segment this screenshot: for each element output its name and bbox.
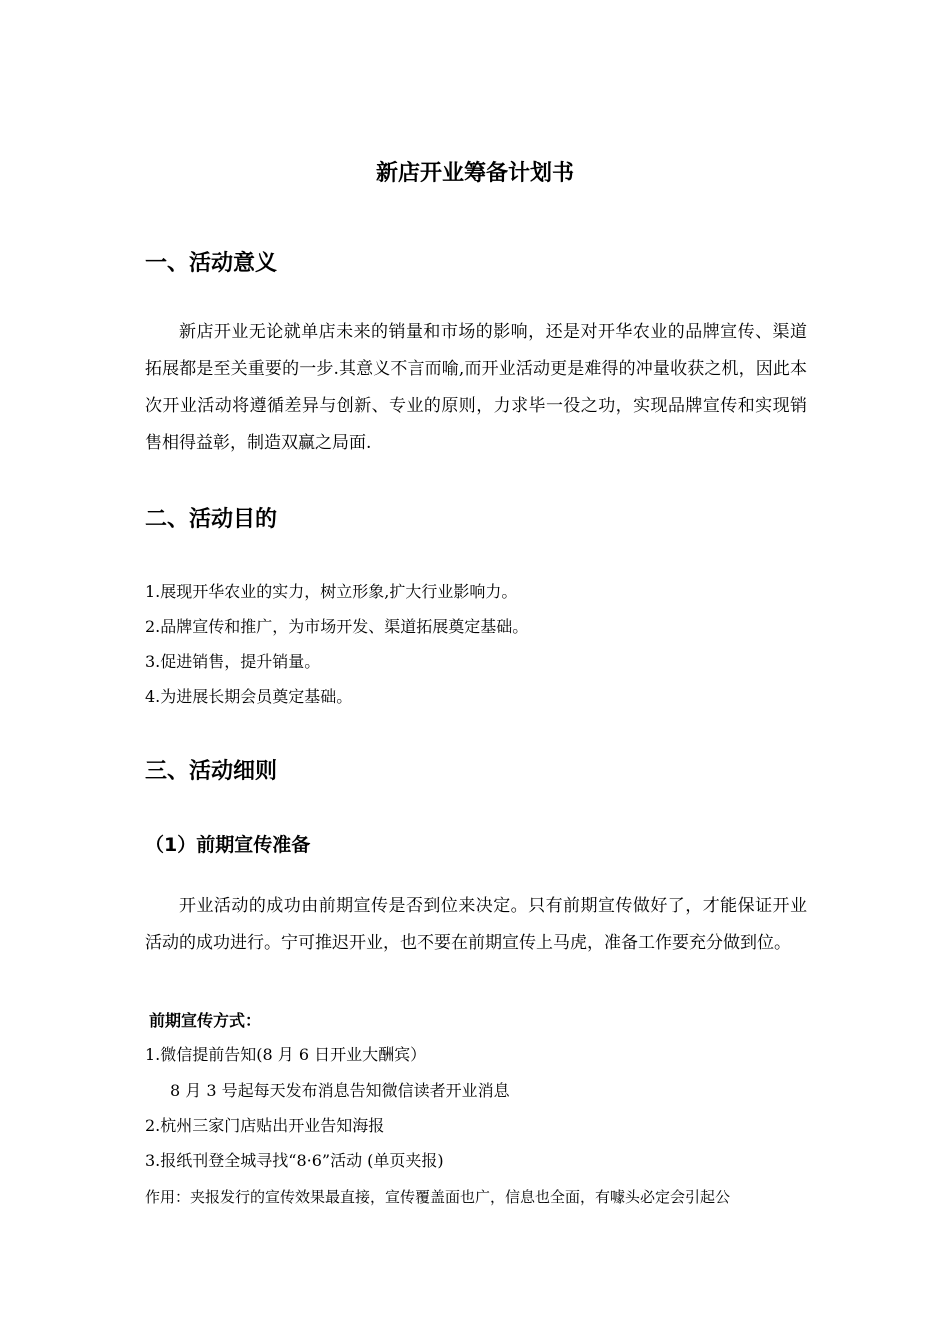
method-wechat-detail: 8 月 3 号起每天发布消息告知微信读者开业消息: [170, 1081, 510, 1100]
pre-promotion-paragraph: 开业活动的成功由前期宣传是否到位来决定。只有前期宣传做好了，才能保证开业活动的成功进行。宁可推迟开业，也不要在前期宣传上马虎，准备工作要充分做到位。: [145, 896, 807, 953]
promotion-methods-label: 前期宣传方式：: [149, 1011, 262, 1030]
method-newspaper: 3.报纸刊登全城寻找“8·6”活动 (单页夹报): [145, 1151, 444, 1170]
newspaper-effect: 作用：夹报发行的宣传效果最直接，宣传覆盖面也广，信息也全面，有噱头必定会引起公: [145, 1188, 731, 1206]
section-heading-purpose: 二、活动目的: [145, 507, 278, 532]
subsection-heading-pre-promotion: （1）前期宣传准备: [145, 834, 311, 856]
document-title: 新店开业筹备计划书: [375, 161, 574, 186]
method-poster: 2.杭州三家门店贴出开业告知海报: [145, 1116, 385, 1135]
list-item: 3.促进销售，提升销量。: [145, 652, 321, 671]
purpose-list: [145, 574, 807, 714]
section-heading-significance: 一、活动意义: [145, 251, 278, 276]
section-heading-details: 三、活动细则: [145, 759, 278, 784]
list-item: 1.展现开华农业的实力，树立形象,扩大行业影响力。: [145, 582, 518, 601]
significance-paragraph: 新店开业无论就单店未来的销量和市场的影响，还是对开华农业的品牌宣传、渠道拓展都是至关重要的一步.其意义不言而喻,而开业活动更是难得的冲量收获之机，因此本次开业活动将遵循差异与创新、专业的原则，力求毕一役之功，实现品牌宣传和实现销售相得益彰，制造双赢之局面.: [145, 322, 807, 453]
list-item: 4.为进展长期会员奠定基础。: [145, 687, 353, 706]
method-wechat: 1.微信提前告知(8 月 6 日开业大酬宾）: [145, 1045, 427, 1064]
list-item: 2.品牌宣传和推广，为市场开发、渠道拓展奠定基础。: [145, 617, 529, 636]
